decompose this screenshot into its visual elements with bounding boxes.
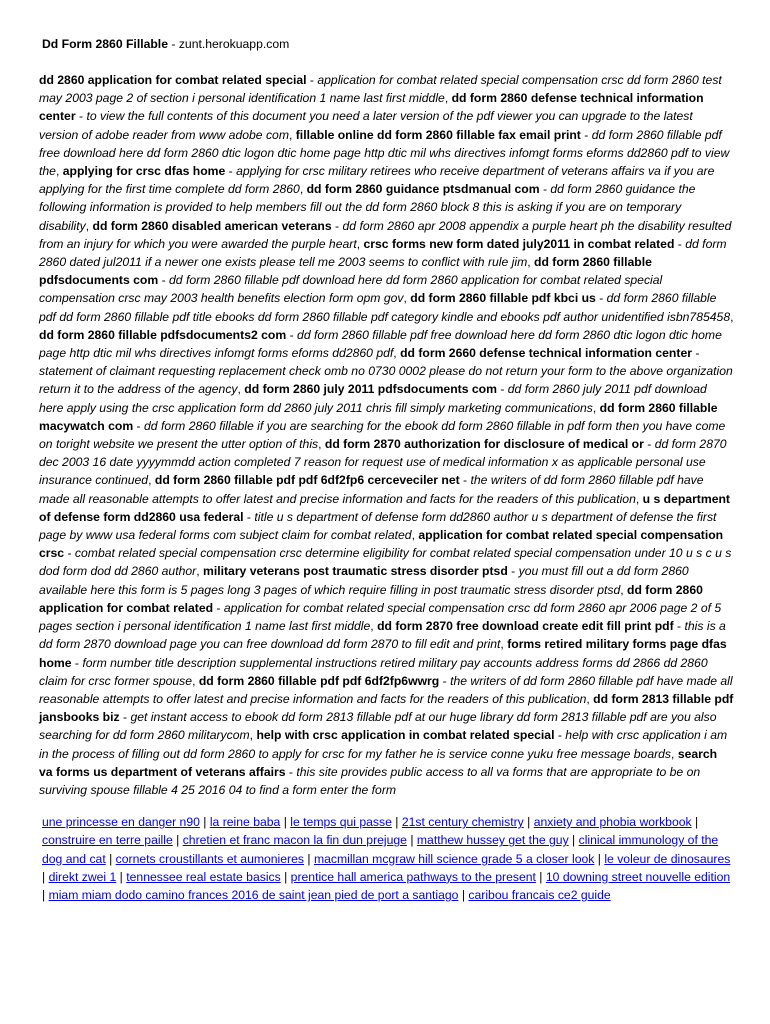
entry-comma: , [55, 164, 63, 179]
related-link[interactable]: une princesse en danger n90 [42, 815, 200, 830]
entry-description: this is a dd form 2870 download page you can free download dd form 2870 to fill edit and print [39, 619, 726, 652]
entry-description: dd form 2870 dec 2003 16 date yyyymmdd action completed 7 reason for request use of medical information x as applicable personal use insurance continued [39, 437, 727, 488]
entry-title: dd form 2813 fillable pdf jansbooks biz [39, 691, 734, 725]
entry-description: application for combat related special compensation crsc dd form 2860 test may 2003 page 2 of section i personal identification 1 name last first middle [39, 73, 722, 106]
related-link[interactable]: le temps qui passe [290, 815, 392, 830]
link-separator: | [280, 869, 291, 884]
related-link[interactable]: macmillan mcgraw hill science grade 5 a closer look [313, 851, 595, 866]
entry-comma: , [299, 182, 307, 197]
page-title: Dd Form 2860 Fillable [42, 37, 168, 51]
entry-dash: - [71, 655, 83, 670]
entry-dash: - [158, 273, 170, 288]
entry-description: dd form 2860 fillable pdf free download here dd form 2860 dtic logon dtic home page http dtic mil whs directives infomgt forms eforms dd2860 pdf [39, 327, 722, 361]
entry-description: the writers of dd form 2860 fillable pdf have made all reasonable attempts to offer latest and precise information and facts for the readers of this publication [39, 673, 733, 706]
link-separator: | [568, 833, 579, 848]
entry-dash: - [331, 218, 343, 233]
entry-description: to view the full contents of this document you need a later version of the pdf viewer you can upgrade to the latest version of adobe reader from www adobe com [39, 109, 693, 142]
entry-title: applying for crsc dfas home [62, 164, 226, 179]
entry-dash: - [643, 437, 655, 452]
entry-comma: , [500, 637, 508, 652]
entry-title: dd form 2860 fillable pdfsdocuments com [39, 255, 652, 288]
entry-title: fillable online dd form 2860 fillable fax email print [295, 127, 581, 142]
entry-description: dd form 2860 dated jul2011 if a newer one exists please tell me 2003 seems to conflict with rule jim [39, 236, 727, 270]
page-header [39, 36, 734, 52]
entry-comma: , [586, 691, 594, 706]
link-separator: | [523, 815, 534, 830]
related-link[interactable]: cornets croustillants et aumonieres [115, 851, 304, 866]
entry-description: dd form 2860 fillable pdf free download here dd form 2860 dtic logon dtic home page http dtic mil whs directives infomgt forms eforms dd2860 pdf to view the [39, 127, 730, 179]
related-links [39, 813, 734, 904]
entry-comma: , [411, 528, 419, 543]
related-link[interactable]: 10 downing street nouvelle edition [545, 869, 731, 884]
entry-description: dd form 2860 fillable if you are searching for the ebook dd form 2860 fillable in pdf form then you have come on toright website we present the utter option of this [39, 418, 726, 452]
entry-title: search va forms us department of veterans affairs [39, 746, 718, 779]
entry-description: application for combat related special compensation crsc dd form 2860 apr 2006 page 2 of 5 pages section i personal identification 1 name last first middle [39, 600, 722, 634]
link-separator: | [594, 851, 605, 866]
entry-dash: - [133, 418, 144, 433]
entry-title: help with crsc application in combat related special [256, 728, 555, 743]
link-separator: | [406, 833, 417, 848]
link-separator: | [535, 869, 546, 884]
entry-title: dd form 2860 fillable pdf pdf 6df2fp6wwrg [198, 673, 440, 688]
related-link[interactable]: miam miam dodo camino frances 2016 de saint jean pied de port a santiago [48, 887, 459, 902]
entry-title: dd form 2860 fillable pdfsdocuments2 com [39, 327, 287, 342]
related-link[interactable]: 21st century chemistry [401, 815, 524, 830]
entry-description: form number title description supplemental instructions retired military pay accounts address forms dd 2866 dd 2860 claim for crsc former spouse [39, 655, 708, 688]
link-separator: | [172, 833, 183, 848]
entry-dash: - [459, 473, 471, 488]
entry-comma: , [237, 382, 245, 397]
entries-paragraph [39, 71, 734, 799]
entry-comma: , [444, 91, 452, 106]
entry-description: dd form 2860 fillable pdf download here dd form 2860 application for combat related special compensation crsc may 2003 health benefits election form opm gov [39, 273, 663, 306]
entry-description: dd form 2860 fillable pdf dd form 2860 fillable pdf title ebooks dd form 2860 fillable pdf category kindle and ebooks pdf author unidentified isbn785458 [39, 291, 731, 324]
entry-dash: - [213, 600, 224, 615]
entry-dash: - [64, 546, 75, 561]
related-link[interactable]: matthew hussey get the guy [416, 833, 569, 848]
entry-dash: - [243, 509, 255, 524]
entry-comma: , [196, 564, 203, 579]
entry-description: this site provides public access to all va forms that are appropriate to be on surviving spouse fillable 4 25 2016 04 to find a form enter the form [39, 764, 701, 797]
entry-comma: , [730, 309, 734, 324]
entry-description: dd form 2860 guidance the following information is provided to help members fill out the dd form 2860 block 8 this is asking if you are on temporary disability [39, 182, 696, 233]
entry-dash: - [595, 291, 607, 306]
entry-comma: , [393, 346, 401, 361]
related-link[interactable]: la reine baba [209, 815, 281, 830]
entry-comma: , [370, 619, 378, 634]
entry-comma: , [192, 673, 199, 688]
entry-dash: - [580, 127, 592, 142]
entry-title: dd form 2870 authorization for disclosure of medical or [324, 437, 644, 452]
document-page [39, 36, 734, 904]
link-separator: | [105, 851, 116, 866]
entry-comma: , [403, 291, 411, 306]
related-link[interactable]: tennessee real estate basics [126, 869, 281, 884]
entry-comma: , [249, 728, 257, 743]
entry-comma: , [85, 218, 93, 233]
entry-title: application for combat related special compensation crsc [39, 528, 724, 561]
entry-title: u s department of defense form dd2860 usa federal [39, 491, 730, 524]
entry-title: military veterans post traumatic stress disorder ptsd [202, 564, 508, 579]
entry-dash: - [285, 764, 297, 779]
entry-dash: - [674, 236, 686, 251]
entry-title: dd form 2660 defense technical information center [400, 346, 692, 361]
entry-title: dd form 2860 july 2011 pdfsdocuments com [244, 382, 497, 397]
entry-description: get instant access to ebook dd form 2813 fillable pdf at our huge library dd form 2813 fillable pdf are you also searching for dd form 2860 militarycom [39, 710, 717, 743]
entry-title: dd form 2870 free download create edit fill print pdf [377, 619, 674, 634]
link-separator: | [42, 887, 49, 902]
link-separator: | [458, 887, 469, 902]
entry-comma: , [527, 255, 535, 270]
entry-title: dd 2860 application for combat related special [39, 73, 307, 87]
entry-dash: - [306, 73, 318, 87]
entry-title: dd form 2860 fillable pdf kbci us [410, 291, 596, 306]
related-link[interactable]: construire en terre paille [42, 833, 173, 848]
entry-description: dd form 2860 apr 2008 appendix a purple heart ph the disability resulted from an injury for which you were awarded the purple heart [39, 218, 732, 251]
entry-comma: , [592, 400, 600, 415]
entry-description: combat related special compensation crsc determine eligibility for combat related special compensation under 10 u s c u s dod form dod dd 2860 author [39, 546, 732, 579]
entry-dash: - [286, 327, 298, 342]
related-link[interactable]: caribou francais ce2 guide [468, 887, 611, 902]
entry-title: crsc forms new form dated july2011 in combat related [363, 236, 675, 251]
link-separator: | [691, 815, 699, 830]
entry-title: dd form 2860 fillable pdf pdf 6df2fp6 cerceveciler net [154, 473, 460, 488]
related-link[interactable]: anxiety and phobia workbook [533, 815, 692, 830]
related-link[interactable]: prentice hall america pathways to the present [290, 869, 536, 884]
entry-dash: - [507, 564, 519, 579]
entry-dash: - [75, 109, 87, 124]
link-separator: | [391, 815, 402, 830]
link-separator: | [116, 869, 127, 884]
entry-dash: - [673, 619, 685, 634]
link-separator: | [303, 851, 314, 866]
entry-dash: - [539, 182, 551, 197]
entry-comma: , [318, 437, 325, 452]
link-separator: | [42, 869, 49, 884]
entry-dash: - [119, 710, 131, 725]
entry-comma: , [148, 473, 155, 488]
entry-description: you must fill out a dd form 2860 available here this form is 5 pages long 3 pages of which require filling in post traumatic stress disorder ptsd [39, 564, 689, 597]
entry-description: dd form 2860 july 2011 pdf download here apply using the crsc application form dd 2860 july 2011 chris fill simply marketing communications [39, 382, 707, 415]
entry-comma: , [635, 491, 643, 506]
entry-title: dd form 2860 disabled american veterans [92, 218, 332, 233]
entry-description: statement of claimant requesting replacement check omb no 0730 0002 please do not return your form to the above organization return it to the address of the agency [39, 364, 733, 397]
entry-description: help with crsc application i am in the process of filling out dd form 2860 to apply for crsc for my father he is service conne yuku free message boards [39, 728, 728, 761]
entry-description: the writers of dd form 2860 fillable pdf have made all reasonable attempts to offer latest and precise information and facts for the readers of this publication [39, 473, 704, 506]
entry-description: applying for crsc military retirees who receive department of veterans affairs va if you are applying for the first time complete dd form 2860 [39, 164, 715, 197]
entry-dash: - [691, 346, 700, 361]
entry-description: title u s department of defense form dd2860 author u s department of defense the first page by www usa federal forms com subject claim for combat related [39, 509, 717, 543]
entry-dash: - [439, 673, 451, 688]
entry-title: dd form 2860 defense technical information center [39, 91, 704, 124]
link-separator: | [199, 815, 210, 830]
related-link[interactable]: direkt zwei 1 [48, 869, 117, 884]
entry-title: dd form 2860 fillable macywatch com [39, 400, 718, 433]
link-separator: | [280, 815, 291, 830]
entry-comma: , [356, 236, 364, 251]
entry-title: forms retired military forms page dfas home [39, 637, 727, 670]
entry-comma: , [288, 127, 296, 142]
entry-dash: - [496, 382, 508, 397]
related-link[interactable]: chretien et franc macon la fin dun prejuge [182, 833, 407, 848]
entry-dash: - [554, 728, 566, 743]
entry-title: dd form 2860 application for combat related [39, 582, 703, 615]
entry-title: dd form 2860 guidance ptsdmanual com [306, 182, 540, 197]
related-link[interactable]: le voleur de dinosaures [604, 851, 731, 866]
entry-comma: , [671, 746, 678, 761]
site-name: zunt.herokuapp.com [178, 37, 290, 51]
related-link[interactable]: clinical immunology of the dog and cat [42, 833, 719, 866]
header-separator: - [167, 37, 179, 51]
entry-comma: , [620, 582, 628, 597]
entry-dash: - [225, 164, 237, 179]
